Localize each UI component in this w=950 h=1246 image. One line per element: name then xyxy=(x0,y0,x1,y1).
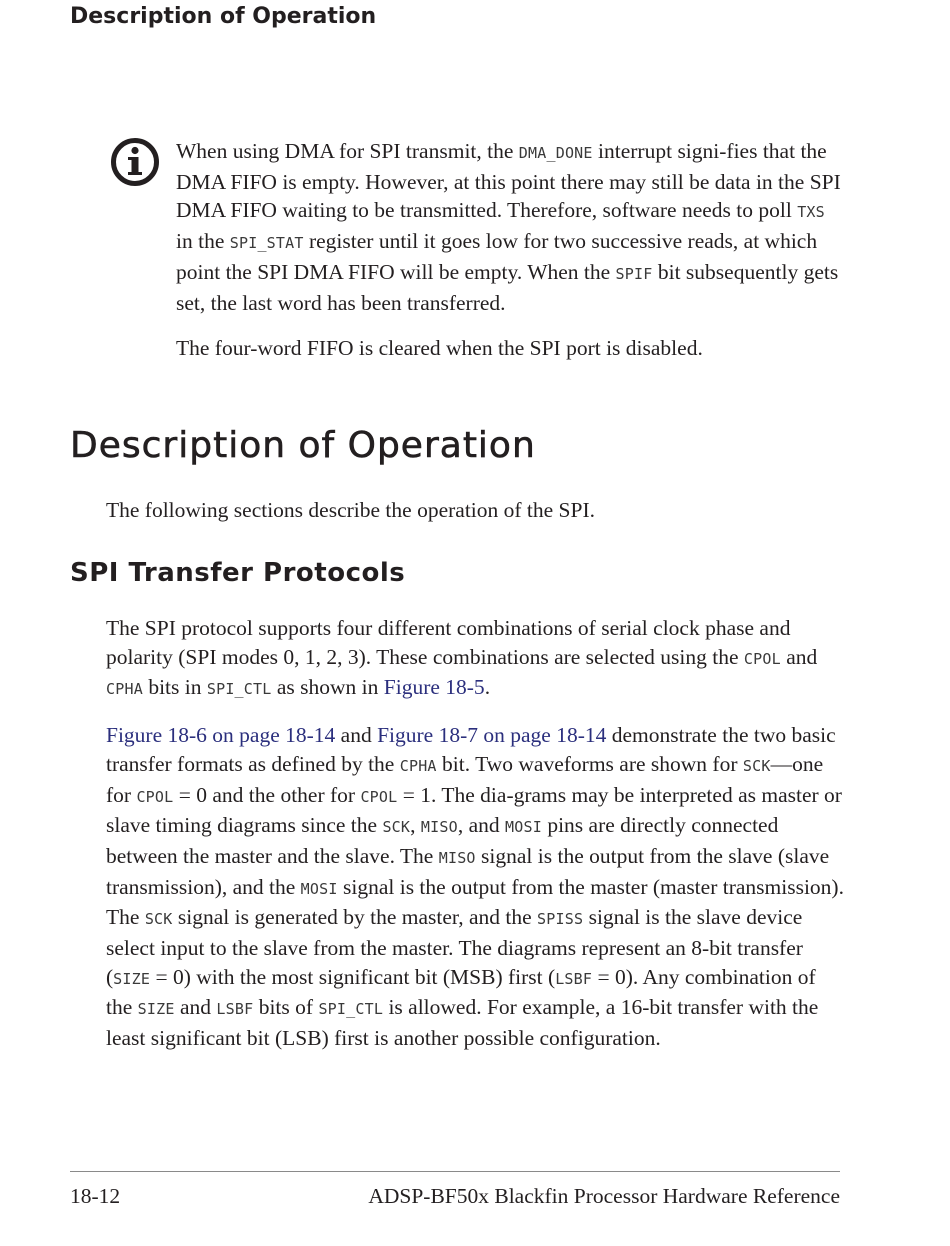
note-body xyxy=(176,137,841,363)
subsection-body xyxy=(106,614,846,1053)
code-term: CPOL xyxy=(743,649,781,668)
figure-18-5-link[interactable]: Figure 18-5 xyxy=(383,675,485,700)
code-term: SPI_CTL xyxy=(318,1000,384,1019)
protocol-paragraph: The SPI protocol supports four different combinations of serial clock phase and polarity (SPI modes 0, 1, 2, 3). These combinations are selected using the CPOL and CPHA bits in SPI_CTL as shown in Figure 18-5. xyxy=(106,616,818,700)
code-term: SPI_STAT xyxy=(229,234,304,253)
code-term: SIZE xyxy=(113,969,151,988)
code-term: SCK xyxy=(742,756,771,775)
section-intro xyxy=(106,496,846,525)
code-term: MISO xyxy=(438,848,476,867)
code-term: MISO xyxy=(420,818,458,837)
code-term: SIZE xyxy=(137,1000,175,1019)
code-term: SPIF xyxy=(615,264,653,283)
code-term: MOSI xyxy=(505,818,542,837)
code-term: DMA_DONE xyxy=(518,144,593,162)
figure-18-7-link[interactable]: Figure 18-7 on page 18-14 xyxy=(377,723,607,748)
running-header-title: Description of Operation xyxy=(70,4,377,29)
footer-page-number: 18-12 xyxy=(70,1184,121,1208)
code-term: SPI_CTL xyxy=(206,680,272,699)
footer-divider xyxy=(70,1171,840,1172)
code-term: MOSI xyxy=(300,879,338,898)
section-intro-text: The following sections describe the operation of the SPI. xyxy=(106,498,596,522)
transfer-formats-paragraph: Figure 18-6 on page 18-14 and Figure 18-7 on page 18-14 demonstrate the two basic transfer formats as defined by the CPHA bit. Two waveforms are shown for SCK—one for CPOL = 0 and the other for CPOL = 1. The dia-grams may be interpreted as master or slave timing diagrams since the SCK, MISO, and MOSI pins are directly connected between the master and the slave. The MISO signal is the output from the slave (slave transmission), and the MOSI signal is the output from the master (master transmission). The SCK signal is generated by the master, and the SPISS signal is the slave device select input to the slave from the master. The diagrams represent an 8-bit transfer (SIZE = 0) with the most significant bit (MSB) first (LSBF = 0). Any combination of the SIZE and LSBF bits of SPI_CTL is allowed. For example, a 16-bit transfer with the least significant bit (LSB) first is another possible configuration. xyxy=(106,723,844,1051)
code-term: CPOL xyxy=(136,787,174,806)
figure-18-6-link[interactable]: Figure 18-6 on page 18-14 xyxy=(106,723,336,748)
code-term: CPOL xyxy=(360,787,398,806)
section-title: Description of Operation xyxy=(70,425,536,466)
footer-book-title: ADSP-BF50x Blackfin Processor Hardware Reference xyxy=(368,1184,840,1208)
subsection-title: SPI Transfer Protocols xyxy=(70,558,406,588)
code-term: SCK xyxy=(144,910,173,929)
code-term: CPHA xyxy=(106,680,143,699)
code-term: TXS xyxy=(797,203,825,222)
code-term: CPHA xyxy=(399,756,437,775)
note-paragraph-dma: When using DMA for SPI transmit, the DMA_DONE interrupt signi-fies that the DMA FIFO is empty. However, at this point there may still be data in the SPI DMA FIFO waiting to be transmitted. Therefore, software needs to poll TXS in the SPI_STAT register until it goes low for two successive reads, at which point the SPI DMA FIFO will be empty. When the SPIF bit subsequently gets set, the last word has been transferred. xyxy=(176,139,841,315)
code-term: LSBF xyxy=(216,1000,254,1019)
note-paragraph-fifo: The four-word FIFO is cleared when the SPI port is disabled. xyxy=(176,336,703,361)
code-term: SPISS xyxy=(537,910,584,929)
info-icon xyxy=(110,137,160,187)
code-term: LSBF xyxy=(555,969,593,988)
code-term: SCK xyxy=(382,818,411,837)
